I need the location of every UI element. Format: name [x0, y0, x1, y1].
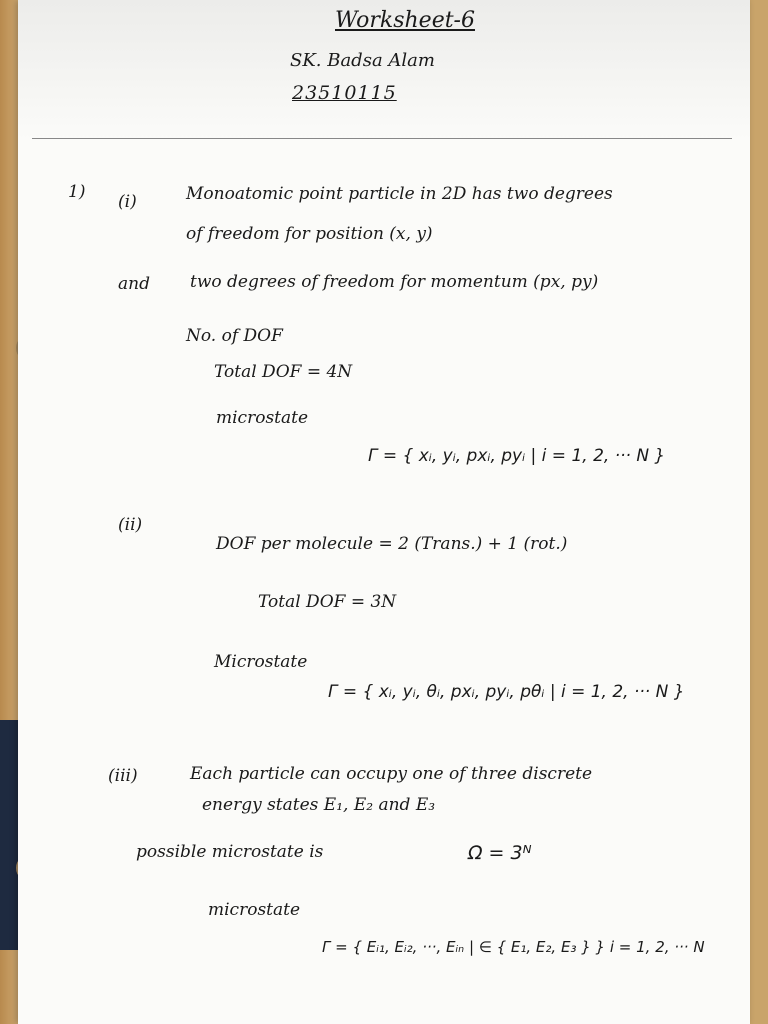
- part-i-line1: Monoatomic point particle in 2D has two degrees: [186, 184, 613, 204]
- student-name: SK. Badsa Alam: [290, 50, 435, 71]
- header-rule: [32, 138, 732, 139]
- part-iii-line1: Each particle can occupy one of three discrete: [190, 764, 593, 784]
- part-iii-microstate-label: microstate: [208, 900, 301, 920]
- roll-number: 23510115: [292, 82, 397, 104]
- part-i-microstate-expr: Γ = { xᵢ, yᵢ, pxᵢ, pyᵢ | i = 1, 2, ··· N }: [368, 446, 666, 466]
- question-number: 1): [68, 182, 86, 202]
- part-iii-label: (iii): [108, 766, 138, 786]
- worksheet-title: Worksheet-6: [335, 8, 475, 33]
- part-i-dof-heading: No. of DOF: [186, 326, 283, 346]
- part-iii-microstate-expr: Γ = { Eᵢ₁, Eᵢ₂, ···, Eᵢₙ | ∈ { E₁, E₂, E₃ } } i = 1, 2, ··· N: [322, 938, 705, 956]
- part-iii-possible: possible microstate is: [136, 842, 324, 862]
- part-ii-total-dof: Total DOF = 3N: [258, 592, 397, 612]
- part-i-line3: two degrees of freedom for momentum (px, py): [190, 272, 599, 292]
- part-i-label: (i): [118, 192, 137, 212]
- part-i-total-dof: Total DOF = 4N: [214, 362, 353, 382]
- part-ii-microstate-expr: Γ = { xᵢ, yᵢ, θᵢ, pxᵢ, pyᵢ, pθᵢ | i = 1, 2, ··· N }: [328, 682, 685, 702]
- part-i-and: and: [118, 274, 150, 294]
- part-iii-line2: energy states E₁, E₂ and E₃: [202, 795, 436, 815]
- part-i-microstate-label: microstate: [216, 408, 309, 428]
- part-i-line2: of freedom for position (x, y): [186, 224, 433, 244]
- part-ii-label: (ii): [118, 515, 143, 535]
- part-ii-microstate-label: Microstate: [214, 652, 308, 672]
- part-iii-omega: Ω = 3ᴺ: [468, 842, 532, 864]
- paper-sheet: [18, 0, 750, 1024]
- part-ii-dof-per-molecule: DOF per molecule = 2 (Trans.) + 1 (rot.): [216, 534, 568, 554]
